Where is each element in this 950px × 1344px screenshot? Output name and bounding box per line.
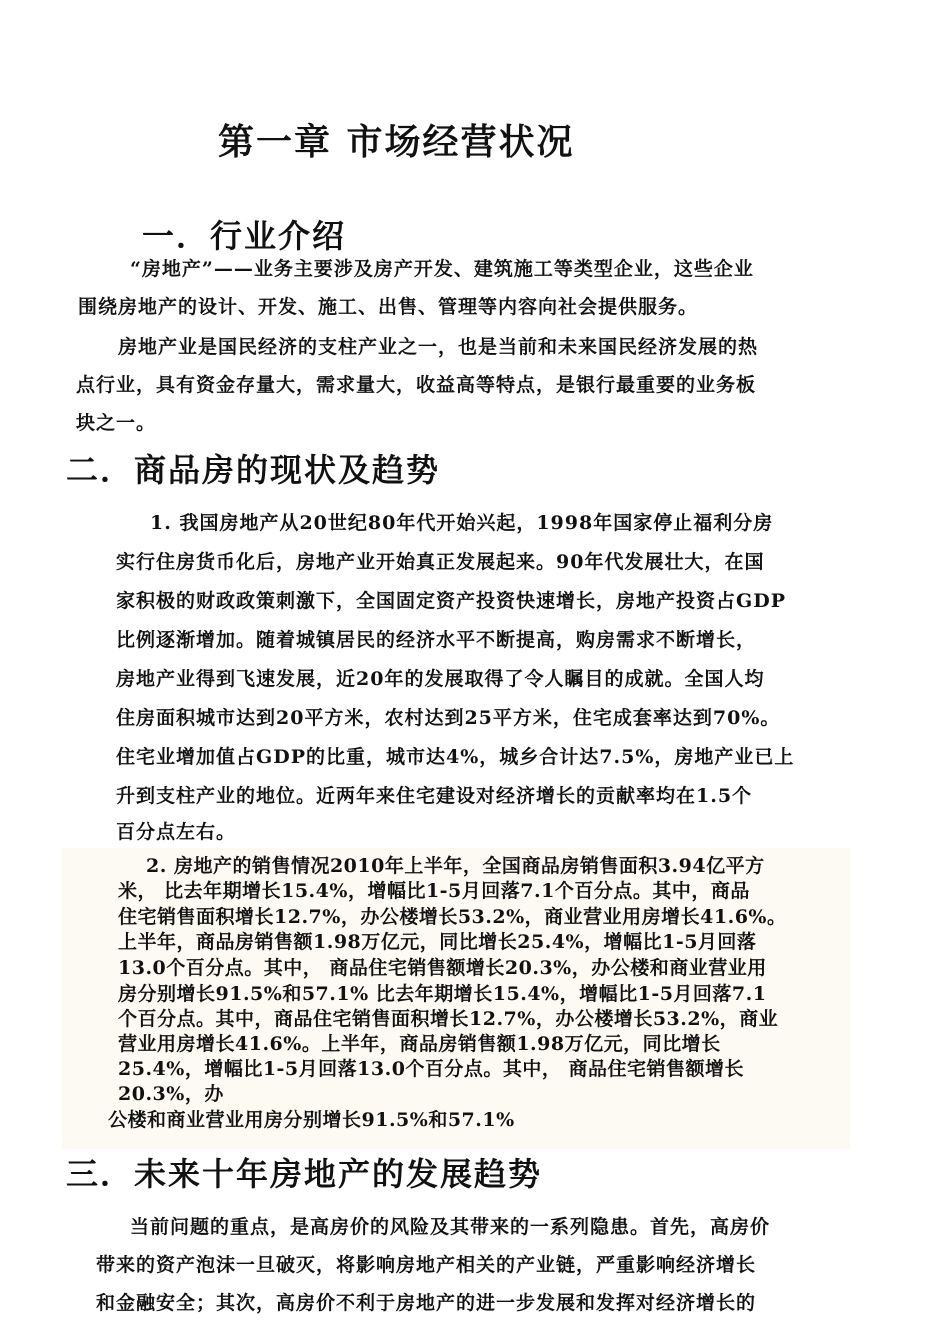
list-item-line: 比例逐渐增加。随着城镇居民的经济水平不断提高，购房需求不断增长， xyxy=(116,629,757,651)
section-heading-housing-status: 二．商品房的现状及趋势 xyxy=(66,451,441,489)
paragraph-line: “房地产”——业务主要涉及房产开发、建筑施工等类型企业，这些企业 xyxy=(130,258,754,280)
list-item-line: 25.4%，增幅比1-5月回落13.0个百分点。其中， 商品住宅销售额增长 xyxy=(118,1058,745,1080)
list-item-line: 米， 比去年期增长15.4%，增幅比1-5月回落7.1个百分点。其中，商品 xyxy=(118,880,750,902)
paragraph-line: 当前问题的重点，是高房价的风险及其带来的一系列隐患。首先，高房价 xyxy=(130,1216,771,1238)
list-item-line: 百分点左右。 xyxy=(116,821,237,843)
list-item-line: 上半年，商品房销售额1.98万亿元，同比增长25.4%，增幅比1-5月回落 xyxy=(118,931,757,953)
section-heading-industry-intro: 一．行业介绍 xyxy=(142,217,347,255)
paragraph-line: 围绕房地产的设计、开发、施工、出售、管理等内容向社会提供服务。 xyxy=(78,296,699,318)
list-item-line: 13.0个百分点。其中， 商品住宅销售额增长20.3%，办公楼和商业营业用 xyxy=(118,957,767,979)
chapter-title: 第一章 市场经营状况 xyxy=(218,121,575,163)
list-item-line: 个百分点。其中，商品住宅销售面积增长12.7%，办公楼增长53.2%，商业 xyxy=(118,1008,779,1030)
list-item-line: 20.3%，办 xyxy=(118,1083,224,1105)
paragraph-line: 房地产业是国民经济的支柱产业之一，也是当前和未来国民经济发展的热 xyxy=(118,336,759,358)
list-item-line: 营业用房增长41.6%。上半年，商品房销售额1.98万亿元，同比增长 xyxy=(118,1033,721,1055)
paragraph-line: 块之一。 xyxy=(76,412,157,434)
list-item-line: 房分别增长91.5%和57.1% 比去年期增长15.4%，增幅比1-5月回落7.1 xyxy=(118,983,767,1005)
list-item-line: 住宅销售面积增长12.7%，办公楼增长53.2%，商业营业用房增长41.6%。 xyxy=(118,906,787,928)
list-item-line: 升到支柱产业的地位。近两年来住宅建设对经济增长的贡献率均在1.5个 xyxy=(116,785,753,807)
list-item-line: 实行住房货币化后，房地产业开始真正发展起来。90年代发展壮大，在国 xyxy=(116,551,765,573)
list-item-line: 家积极的财政政策刺激下，全国固定资产投资快速增长，房地产投资占GDP xyxy=(116,590,786,612)
paragraph-line: 和金融安全；其次，高房价不利于房地产的进一步发展和发挥对经济增长的 xyxy=(96,1292,757,1314)
list-item-line: 2. 房地产的销售情况2010年上半年，全国商品房销售面积3.94亿平方 xyxy=(146,855,765,877)
section-heading-future-trend: 三．未来十年房地产的发展趋势 xyxy=(66,1155,543,1193)
list-item-line: 1. 我国房地产从20世纪80年代开始兴起，1998年国家停止福利分房 xyxy=(150,512,774,534)
paragraph-line: 点行业，具有资金存量大，需求量大，收益高等特点，是银行最重要的业务板 xyxy=(76,374,757,396)
list-item-line: 公楼和商业营业用房分别增长91.5%和57.1% xyxy=(108,1109,515,1131)
list-item-line: 房地产业得到飞速发展，近20年的发展取得了令人瞩目的成就。全国人均 xyxy=(116,668,765,690)
list-item-line: 住房面积城市达到20平方米，农村达到25平方米，住宅成套率达到70%。 xyxy=(116,707,781,729)
list-item-line: 住宅业增加值占GDP的比重，城市达4%，城乡合计达7.5%，房地产业已上 xyxy=(116,746,795,768)
paragraph-line: 带来的资产泡沫一旦破灭，将影响房地产相关的产业链，严重影响经济增长 xyxy=(96,1254,757,1276)
